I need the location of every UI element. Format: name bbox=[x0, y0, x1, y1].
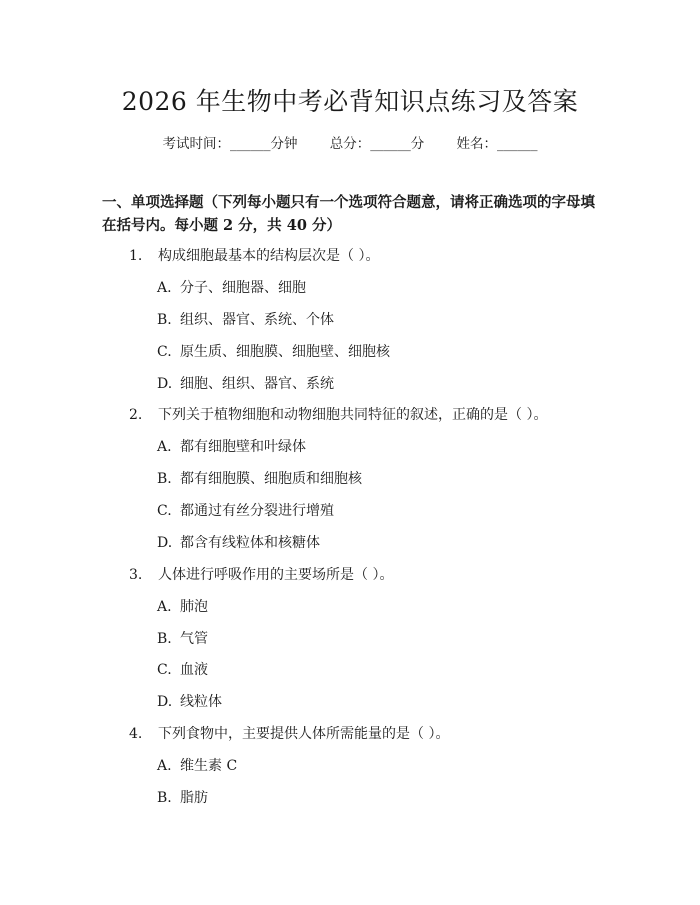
option-text: 组织、器官、系统、个体 bbox=[180, 312, 334, 328]
option-text: 都有细胞壁和叶绿体 bbox=[180, 439, 306, 455]
exam-info-line bbox=[0, 132, 700, 152]
option-3a bbox=[157, 596, 208, 616]
question-3 bbox=[129, 564, 393, 584]
option-letter: D. bbox=[157, 694, 173, 710]
option-3c bbox=[157, 659, 208, 679]
option-1d bbox=[157, 373, 334, 393]
option-letter: D. bbox=[157, 535, 173, 551]
option-letter: A. bbox=[157, 280, 172, 296]
question-number: 2. bbox=[129, 407, 143, 423]
option-text: 血液 bbox=[180, 662, 208, 678]
option-2c bbox=[157, 500, 334, 520]
option-letter: B. bbox=[157, 312, 172, 328]
option-text: 都通过有丝分裂进行增殖 bbox=[180, 503, 334, 519]
option-text: 都有细胞膜、细胞质和细胞核 bbox=[180, 471, 362, 487]
option-letter: B. bbox=[157, 631, 172, 647]
option-text: 气管 bbox=[180, 631, 208, 647]
option-letter: A. bbox=[157, 758, 172, 774]
exam-time-field: 考试时间：______分钟 bbox=[162, 136, 298, 152]
option-text: 维生素 C bbox=[180, 758, 238, 774]
question-2 bbox=[129, 404, 547, 424]
total-score-field: 总分：______分 bbox=[329, 136, 425, 152]
option-4b bbox=[157, 787, 208, 807]
question-number: 1. bbox=[129, 248, 143, 264]
option-2a bbox=[157, 436, 306, 456]
option-letter: A. bbox=[157, 599, 172, 615]
student-name-field: 姓名：______ bbox=[456, 136, 538, 152]
question-text: 下列关于植物细胞和动物细胞共同特征的叙述，正确的是（ ）。 bbox=[158, 407, 548, 423]
question-4 bbox=[129, 723, 449, 743]
option-text: 线粒体 bbox=[180, 694, 222, 710]
option-1b bbox=[157, 309, 334, 329]
option-letter: C. bbox=[157, 662, 172, 678]
question-text: 构成细胞最基本的结构层次是（ ）。 bbox=[158, 248, 380, 264]
option-text: 原生质、细胞膜、细胞壁、细胞核 bbox=[180, 344, 390, 360]
question-number: 4. bbox=[129, 726, 143, 742]
option-text: 肺泡 bbox=[180, 599, 208, 615]
option-letter: B. bbox=[157, 790, 172, 806]
option-4a bbox=[157, 755, 237, 775]
option-letter: B. bbox=[157, 471, 172, 487]
option-2d bbox=[157, 532, 320, 552]
question-text: 人体进行呼吸作用的主要场所是（ ）。 bbox=[158, 567, 394, 583]
option-text: 分子、细胞器、细胞 bbox=[180, 280, 306, 296]
question-1 bbox=[129, 245, 379, 265]
option-3b bbox=[157, 628, 208, 648]
option-letter: D. bbox=[157, 376, 173, 392]
option-text: 细胞、组织、器官、系统 bbox=[180, 376, 334, 392]
option-1a bbox=[157, 277, 306, 297]
option-letter: A. bbox=[157, 439, 172, 455]
option-text: 都含有线粒体和核糖体 bbox=[180, 535, 320, 551]
option-3d bbox=[157, 691, 222, 711]
option-1c bbox=[157, 341, 390, 361]
option-letter: C. bbox=[157, 344, 172, 360]
question-text: 下列食物中，主要提供人体所需能量的是（ ）。 bbox=[158, 726, 450, 742]
option-2b bbox=[157, 468, 362, 488]
question-number: 3. bbox=[129, 567, 143, 583]
option-text: 脂肪 bbox=[180, 790, 208, 806]
option-letter: C. bbox=[157, 503, 172, 519]
section-heading: 一、单项选择题（下列每小题只有一个选项符合题意，请将正确选项的字母填在括号内。每小题 2 分，共 40 分） bbox=[102, 194, 595, 234]
document-title: 2026 年生物中考必背知识点练习及答案 bbox=[121, 87, 579, 116]
